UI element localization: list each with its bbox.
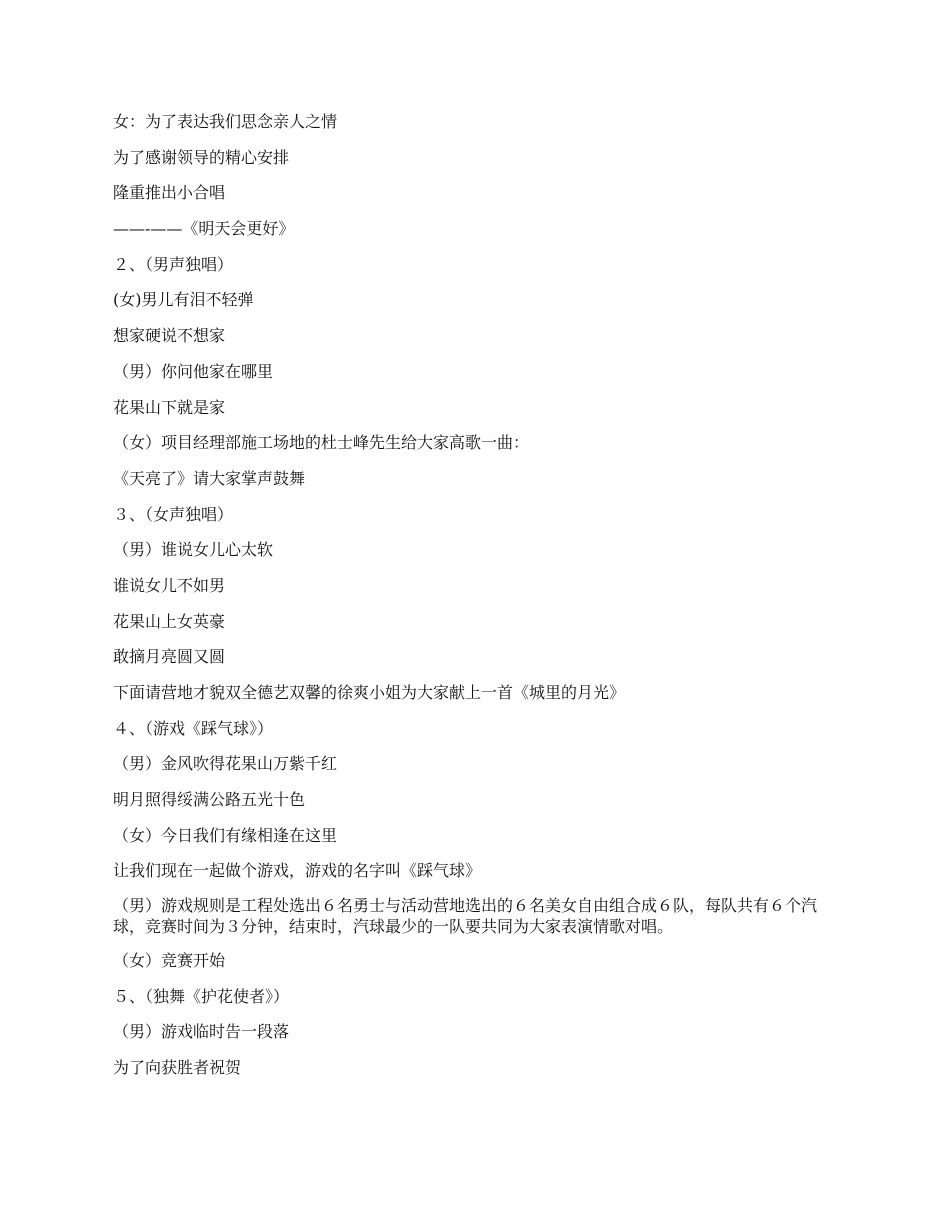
text-paragraph: （男）游戏规则是工程处选出６名勇士与活动营地选出的６名美女自由组合成６队，每队共有６个汽球，竞赛时间为３分钟，结束时，汽球最少的一队要共同为大家表演情歌对唱。	[113, 896, 818, 937]
document-body	[113, 110, 838, 1092]
text-line: （男）谁说女儿心太软	[113, 540, 274, 560]
text-line: （女）竞赛开始	[113, 950, 226, 970]
text-line: （男）你问他家在哪里	[113, 361, 274, 381]
text-line: （女）今日我们有缘相逢在这里	[113, 825, 338, 845]
text-line: 谁说女儿不如男	[113, 575, 226, 595]
text-line: 《天亮了》请大家掌声鼓舞	[113, 468, 306, 488]
section-heading: ５、（独舞《护花使者》）	[113, 986, 290, 1006]
text-line: （男）游戏临时告一段落	[113, 1022, 290, 1042]
text-line: 想家硬说不想家	[113, 326, 226, 346]
text-line: 花果山上女英豪	[113, 611, 226, 631]
text-line: ——-——《明天会更好》	[113, 219, 295, 239]
text-line: 让我们现在一起做个游戏，游戏的名字叫《踩气球》	[113, 861, 482, 881]
text-line: (女)男儿有泪不轻弹	[113, 290, 254, 310]
text-line: 明月照得绥满公路五光十色	[113, 790, 306, 810]
text-line: 为了感谢领导的精心安排	[113, 147, 290, 167]
section-heading: ３、（女声独唱）	[113, 504, 234, 524]
text-line: 下面请营地才貌双全德艺双馨的徐爽小姐为大家献上一首《城里的月光》	[113, 683, 626, 702]
text-line: 女：为了表达我们思念亲人之情	[113, 112, 338, 131]
text-line: 为了向获胜者祝贺	[113, 1057, 242, 1077]
text-line: （女）项目经理部施工场地的杜士峰先生给大家高歌一曲：	[113, 433, 530, 453]
section-heading: ４、（游戏《踩气球》）	[113, 718, 274, 738]
text-line: 隆重推出小合唱	[113, 183, 226, 203]
text-line: 花果山下就是家	[113, 397, 226, 417]
text-line: （男）金风吹得花果山万紫千红	[113, 754, 338, 774]
text-line: 敢摘月亮圆又圆	[113, 647, 226, 667]
section-heading: ２、（男声独唱）	[113, 254, 234, 274]
